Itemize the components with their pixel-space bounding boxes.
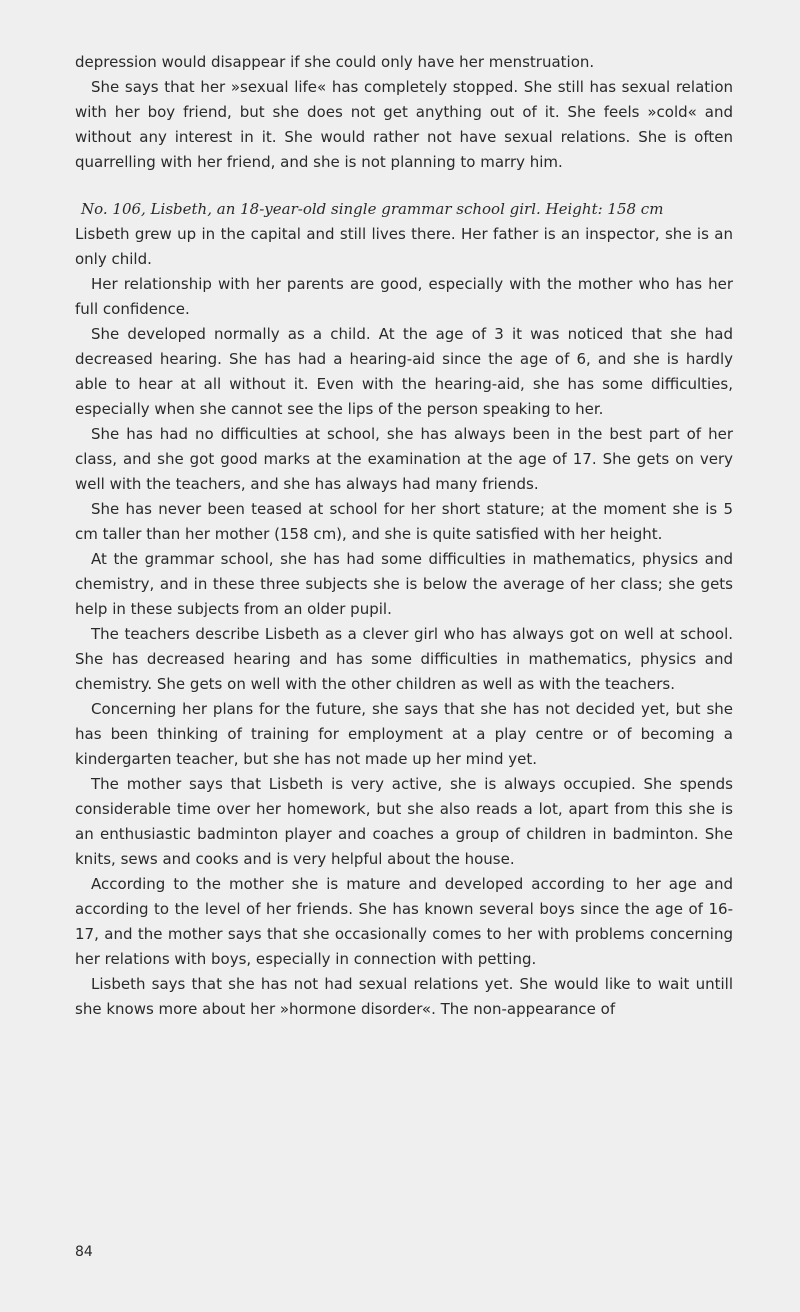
body-paragraph: The mother says that Lisbeth is very active, she is always occupied. She spends considerable time over her homework, but she also reads a lot, apart from this she is an enthusiastic badminton player and coaches a group of children in badminton. She knits, sews and cooks and is very helpful about the house. bbox=[75, 775, 733, 868]
body-paragraph: She says that her »sexual life« has completely stopped. She still has sexual relation with her boy friend, but she does not get anything out of it. She feels »cold« and without any interest in it. She would rather not have sexual relations. She is often quarrelling with her friend, and she is not planning to marry him. bbox=[75, 78, 733, 171]
body-paragraph: At the grammar school, she has had some difficulties in mathematics, physics and chemistry, and in these three subjects she is below the average of her class; she gets help in these subjects from an older pupil. bbox=[75, 550, 733, 618]
page-body bbox=[75, 50, 733, 1022]
case-heading: No. 106, Lisbeth, an 18-year-old single grammar school girl. Height: 158 cm bbox=[81, 200, 664, 218]
page-number: 84 bbox=[75, 1244, 93, 1260]
body-paragraph: Lisbeth says that she has not had sexual relations yet. She would like to wait untill she knows more about her »hormone disorder«. The non-appearance of bbox=[75, 975, 733, 1018]
body-paragraph: The teachers describe Lisbeth as a clever girl who has always got on well at school. She has decreased hearing and has some difficulties in mathematics, physics and chemistry. She gets on well with the other children as well as with the teachers. bbox=[75, 625, 733, 693]
body-paragraph: Her relationship with her parents are good, especially with the mother who has her full confidence. bbox=[75, 275, 733, 318]
body-paragraph: She has had no difficulties at school, she has always been in the best part of her class, and she got good marks at the examination at the age of 17. She gets on very well with the teachers, and she has always had many friends. bbox=[75, 425, 733, 493]
body-paragraph: Concerning her plans for the future, she says that she has not decided yet, but she has been thinking of training for employment at a play centre or of becoming a kindergarten teacher, but she has not made up her mind yet. bbox=[75, 700, 733, 768]
section-spacer bbox=[75, 175, 733, 197]
body-paragraph: According to the mother she is mature and developed according to her age and according to the level of her friends. She has known several boys since the age of 16-17, and the mother says that she occasionally comes to her with problems concerning her relations with boys, especially in connection with petting. bbox=[75, 875, 733, 968]
body-paragraph: She has never been teased at school for her short stature; at the moment she is 5 cm taller than her mother (158 cm), and she is quite satisfied with her height. bbox=[75, 500, 733, 543]
body-paragraph: She developed normally as a child. At the age of 3 it was noticed that she had decreased hearing. She has had a hearing-aid since the age of 6, and she is hardly able to hear at all without it. Even with the hearing-aid, she has some difficulties, especially when she cannot see the lips of the person speaking to her. bbox=[75, 325, 733, 418]
body-paragraph: depression would disappear if she could only have her menstruation. bbox=[75, 53, 595, 71]
body-paragraph: Lisbeth grew up in the capital and still lives there. Her father is an inspector, she is an only child. bbox=[75, 225, 733, 268]
